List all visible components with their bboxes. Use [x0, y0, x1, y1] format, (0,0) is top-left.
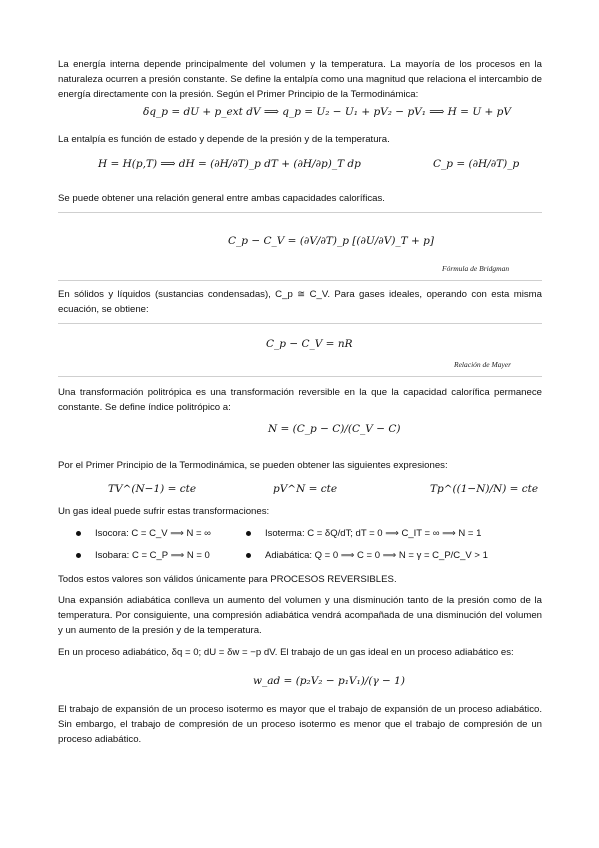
equation-bridgman	[228, 235, 434, 247]
equation-first-principle	[143, 106, 511, 118]
paragraph-heat-capacities: Se puede obtener una relación general entre ambas capacidades caloríficas.	[58, 193, 385, 204]
equation-bridgman-text: C_p − C_V = (∂V/∂T)_p [(∂U/∂V)_T + p]	[228, 235, 434, 247]
equation-mayer: C_p − C_V = nR	[266, 338, 353, 350]
list-item-isobara	[76, 550, 210, 561]
divider	[58, 280, 542, 281]
equation-pv: pV^N = cte	[273, 483, 338, 495]
paragraph-adiabatic-expansion: Una expansión adiabática conlleva un aumento del volumen y una disminución tanto de la presión como de la temperatura. Por consiguiente, una compresión adiabática vendrá acompañada de una disminución del volumen y un aumento de la presión y de la temperatura.	[58, 595, 542, 636]
paragraph-state-function: La entalpía es función de estado y depende de la presión y de la temperatura.	[58, 134, 390, 145]
equation-adiabatic-work: w_ad = (p₂V₂ − p₁V₁)/(γ − 1)	[253, 675, 405, 687]
list-item-isoterma	[246, 528, 481, 539]
divider	[58, 376, 542, 377]
equation-dH	[98, 158, 361, 170]
equation-tv: TV^(N−1) = cte	[108, 483, 197, 495]
bullet-icon	[76, 553, 81, 558]
equation-first-principle-text: δq_p = dU + p_ext dV ⟹ q_p = U₂ − U₁ + pV₂ − pV₁ ⟹ H = U + pV	[143, 106, 511, 118]
paragraph-ideal-gas: Un gas ideal puede sufrir estas transformaciones:	[58, 506, 270, 517]
paragraph-polytropic: Una transformación politrópica es una transformación reversible en la que la capacidad calorífica permanece constante. Se define índice politrópico a:	[58, 387, 542, 413]
equation-polytropic-index: N = (C_p − C)/(C_V − C)	[268, 423, 401, 435]
divider	[58, 323, 542, 324]
paragraph-enthalpy-intro: La energía interna depende principalmente del volumen y la temperatura. La mayoría de los procesos en la naturaleza ocurren a presión constante. Se define la entalpía como una magnitud que relaciona el intercambio de energía directamente con la presión. Según el Primer Principio de la Termodinámica:	[58, 59, 542, 100]
list-item-text: Adiabática: Q = 0 ⟹ C = 0 ⟹ N = γ = C_P/C_V > 1	[265, 550, 488, 561]
divider	[58, 212, 542, 213]
bullet-icon	[246, 531, 251, 536]
list-item-text: Isobara: C = C_P ⟹ N = 0	[95, 550, 210, 561]
equation-dH-text: H = H(p,T) ⟹ dH = (∂H/∂T)_p dT + (∂H/∂p)_T dp	[98, 158, 361, 170]
equation-cp	[433, 158, 519, 170]
equation-cp-text: C_p = (∂H/∂T)_p	[433, 158, 520, 170]
paragraph-expressions: Por el Primer Principio de la Termodinámica, se pueden obtener las siguientes expresiones:	[58, 460, 448, 471]
paragraph-condensed-substances: En sólidos y líquidos (sustancias condensadas), C_p ≅ C_V. Para gases ideales, operando con esta misma ecuación, se obtiene:	[58, 289, 542, 315]
list-item-text: Isoterma: C = δQ/dT; dT = 0 ⟹ C_IT = ∞ ⟹ N = 1	[265, 528, 482, 539]
bullet-icon	[246, 553, 251, 558]
paragraph-work-comparison: El trabajo de expansión de un proceso isotermo es mayor que el trabajo de expansión de un proceso adiabático. Sin embargo, el trabajo de compresión de un proceso isotermo es menor que el trabajo de compresión de un proceso adiabático.	[58, 704, 542, 745]
bullet-icon	[76, 531, 81, 536]
paragraph-reversible-note: Todos estos valores son válidos únicamente para PROCESOS REVERSIBLES.	[58, 574, 397, 585]
caption-bridgman: Fórmula de Bridgman	[442, 264, 510, 273]
caption-mayer: Relación de Mayer	[454, 360, 512, 369]
equation-tp: Tp^((1−N)/N) = cte	[430, 483, 539, 495]
list-item-isocora	[76, 528, 211, 539]
list-item-text: Isocora: C = C_V ⟹ N = ∞	[95, 528, 211, 539]
paragraph-adiabatic-work: En un proceso adiabático, δq = 0; dU = δw = −p dV. El trabajo de un gas ideal en un proceso adiabático es:	[58, 647, 514, 658]
list-item-adiabatica	[246, 550, 488, 561]
